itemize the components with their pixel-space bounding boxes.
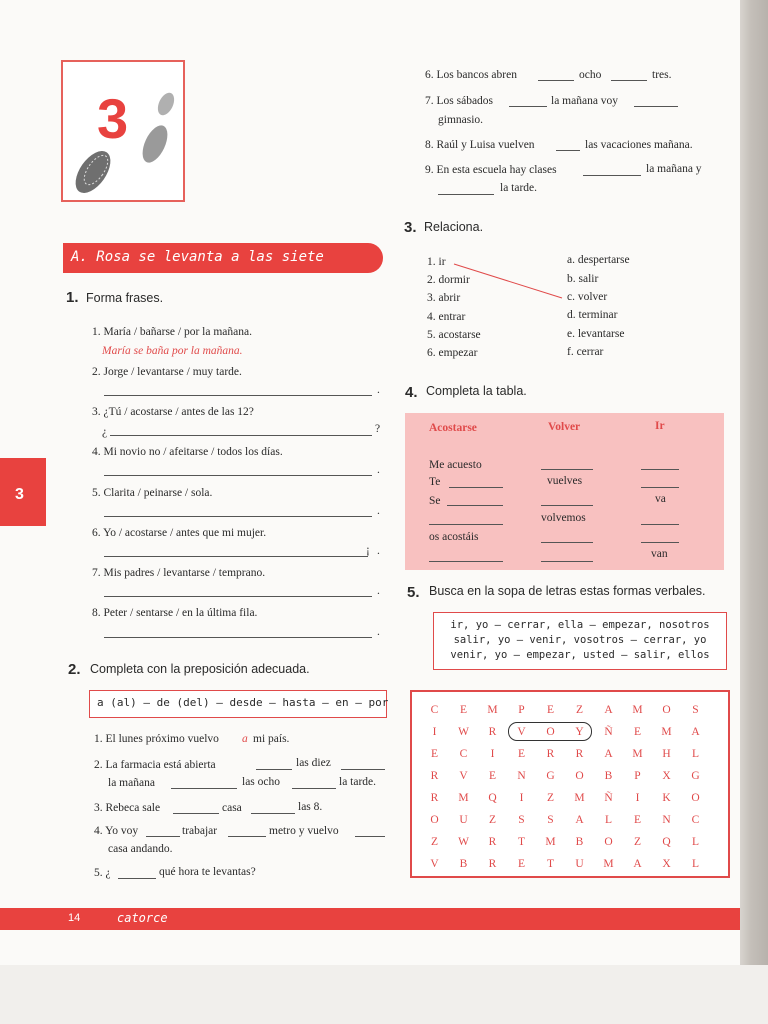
ex1-answer-line-2[interactable]	[104, 395, 372, 396]
word-search-letter[interactable]: M	[545, 836, 556, 848]
ex1-dot-4: .	[377, 464, 380, 476]
ex1-dot-6: .	[377, 545, 380, 557]
ex3-left-6: 6. empezar	[427, 347, 478, 359]
word-search-letter[interactable]: Ñ	[604, 792, 613, 804]
ex3-left-2: 2. dormir	[427, 274, 470, 286]
word-search-letter[interactable]: E	[430, 748, 439, 760]
word-search-letter[interactable]: Y	[575, 726, 584, 738]
word-search-letter[interactable]: O	[691, 792, 700, 804]
word-search-letter[interactable]: U	[459, 814, 468, 826]
word-search-letter[interactable]: Ñ	[604, 726, 613, 738]
word-search-letter[interactable]: E	[633, 814, 642, 826]
ex5-verb-line-1: ir, yo – cerrar, ella – empezar, nosotros	[450, 619, 710, 631]
ex4-blank[interactable]	[641, 542, 679, 543]
word-search-letter[interactable]: P	[634, 770, 641, 782]
word-search-letter[interactable]: Q	[488, 792, 497, 804]
ex1-dot-2: .	[377, 384, 380, 396]
word-search-row	[420, 809, 710, 831]
ex2-item-4-text: trabajar	[182, 825, 218, 837]
word-search-letter[interactable]: R	[488, 726, 497, 738]
ex5-verb-line-2: salir, yo – venir, vosotros – cerrar, yo	[453, 634, 707, 646]
word-search-letter[interactable]: E	[633, 726, 642, 738]
word-search-letter[interactable]: T	[546, 858, 555, 870]
word-search-letter[interactable]: S	[692, 704, 699, 716]
word-search-letter[interactable]: O	[546, 726, 555, 738]
ex2-item-6-start: 6. Los bancos abren	[425, 69, 517, 81]
ex3-right-b: b. salir	[567, 273, 599, 285]
ex1-answer-line-5[interactable]	[104, 516, 372, 517]
word-search-letter[interactable]: N	[662, 814, 671, 826]
word-search-row	[420, 831, 710, 853]
ex4-cell: vuelves	[547, 475, 583, 487]
ex1-item-5: 5. Clarita / peinarse / sola.	[92, 487, 213, 499]
word-search-row	[420, 787, 710, 809]
ex1-item-3: 3. ¿Tú / acostarse / antes de las 12?	[92, 406, 254, 418]
book-spine	[740, 0, 768, 965]
word-search-letter[interactable]: O	[430, 814, 439, 826]
word-search-letter[interactable]: B	[459, 858, 468, 870]
ex1-answer-line-7[interactable]	[104, 596, 372, 597]
word-search-letter[interactable]: Q	[662, 836, 671, 848]
section-a-banner	[63, 243, 383, 273]
ex4-cell: volvemos	[541, 512, 586, 524]
word-search-letter[interactable]: E	[488, 770, 497, 782]
ex5-verb-line-3: venir, yo – empezar, usted – salir, ellos	[450, 649, 710, 661]
word-search-letter[interactable]: O	[575, 770, 584, 782]
ex2-blank[interactable]	[611, 80, 647, 81]
ex1-question-close: ?	[375, 423, 381, 435]
ex2-item-9-text: la mañana y	[646, 163, 702, 175]
ex1-dot-7: .	[377, 585, 380, 597]
ex1-answer-line-3[interactable]	[110, 435, 372, 436]
word-search-letter[interactable]: E	[459, 704, 468, 716]
word-search-letter[interactable]: M	[632, 748, 643, 760]
ex1-example-answer: María se baña por la mañana.	[102, 345, 243, 357]
word-search-letter[interactable]: W	[458, 726, 469, 738]
ex3-right-d: d. terminar	[567, 309, 618, 321]
word-search-letter[interactable]: A	[633, 858, 642, 870]
word-search-letter[interactable]: Z	[546, 792, 555, 804]
ex4-cell: os acostáis	[429, 531, 479, 543]
ex1-exclamation-mark: ¡	[366, 544, 370, 556]
ex2-blank[interactable]	[583, 175, 641, 176]
ex1-item-4: 4. Mi novio no / afeitarse / todos los días.	[92, 446, 283, 458]
ex1-item-1: 1. María / bañarse / por la mañana.	[92, 326, 252, 338]
ex1-question-open: ¿	[102, 426, 108, 438]
ex2-blank[interactable]	[251, 813, 295, 814]
ex4-cell: va	[655, 493, 666, 505]
ex2-item-8-text: las vacaciones mañana.	[585, 139, 693, 151]
ex4-cell: Me acuesto	[429, 459, 482, 471]
ex2-blank[interactable]	[509, 106, 547, 107]
ex2-item-1-start: 1. El lunes próximo vuelvo	[94, 733, 219, 745]
ex2-item-4-text: casa andando.	[108, 843, 173, 855]
word-search-letter[interactable]: L	[604, 814, 613, 826]
ex2-item-6-text: ocho	[579, 69, 602, 81]
ex2-item-8-start: 8. Raúl y Luisa vuelven	[425, 139, 535, 151]
ex4-header-ir: Ir	[655, 420, 665, 432]
word-search-letter[interactable]: N	[517, 770, 526, 782]
ex2-blank[interactable]	[256, 769, 292, 770]
word-search-letter[interactable]: R	[575, 748, 584, 760]
word-search-letter[interactable]: V	[430, 858, 439, 870]
ex4-table	[405, 413, 724, 570]
ex3-right-a: a. despertarse	[567, 254, 630, 266]
word-search-letter[interactable]: P	[518, 704, 525, 716]
side-unit-tab-number: 3	[15, 486, 24, 503]
word-search-letter[interactable]: R	[430, 770, 439, 782]
ex4-blank[interactable]	[541, 505, 593, 506]
ex2-blank[interactable]	[171, 788, 237, 789]
ex3-right-c: c. volver	[567, 291, 608, 303]
ex2-blank[interactable]	[341, 769, 385, 770]
ex4-cell: Se	[429, 495, 441, 507]
ex2-item-5-start: 5. ¿	[94, 867, 111, 879]
ex1-item-8: 8. Peter / sentarse / en la última fila.	[92, 607, 258, 619]
page-number: 14	[68, 912, 81, 924]
ex2-item-2-text: la tarde.	[339, 776, 377, 788]
ex3-right-e: e. levantarse	[567, 328, 625, 340]
word-search-letter[interactable]: K	[662, 792, 671, 804]
ex3-right-f: f. cerrar	[567, 346, 604, 358]
ex4-header-acostarse: Acostarse	[429, 422, 477, 434]
ex1-dot-5: .	[377, 505, 380, 517]
word-search-letter[interactable]: E	[517, 748, 526, 760]
word-search-letter[interactable]: C	[691, 814, 700, 826]
ex2-item-2-text: las ocho	[242, 776, 281, 788]
ex2-item-3-text: casa	[222, 802, 242, 814]
word-search-grid	[410, 690, 730, 878]
footprints-icon	[63, 62, 183, 200]
ex2-item-3-text: las 8.	[298, 801, 323, 813]
word-search-letter[interactable]: I	[432, 726, 437, 738]
ex1-answer-line-4[interactable]	[104, 475, 372, 476]
ex1-answer-line-8[interactable]	[104, 637, 372, 638]
ex2-item-4-text: metro y vuelvo	[269, 825, 339, 837]
ex2-item-4-start: 4. Yo voy	[94, 825, 139, 837]
word-search-letter[interactable]: X	[662, 770, 671, 782]
word-search-letter[interactable]: O	[662, 704, 671, 716]
ex3-left-1: 1. ir	[427, 256, 446, 268]
word-search-letter[interactable]: I	[519, 792, 524, 804]
word-search-letter[interactable]: C	[459, 748, 468, 760]
word-search-row	[420, 743, 710, 765]
word-search-letter[interactable]: C	[430, 704, 439, 716]
ex5-title: Busca en la sopa de letras estas formas verbales.	[429, 584, 706, 598]
word-search-letter[interactable]: I	[490, 748, 495, 760]
ex2-item-7-text: la mañana voy	[551, 95, 619, 107]
side-unit-tab	[0, 458, 46, 526]
ex2-item-2-start: 2. La farmacia está abierta	[94, 759, 216, 771]
word-search-letter[interactable]: L	[691, 836, 700, 848]
word-search-letter[interactable]: G	[691, 770, 700, 782]
word-search-letter[interactable]: E	[546, 704, 555, 716]
ex2-title: Completa con la preposición adecuada.	[90, 662, 310, 676]
ex1-item-7: 7. Mis padres / levantarse / temprano.	[92, 567, 266, 579]
word-search-letter[interactable]: X	[662, 858, 671, 870]
word-search-letter[interactable]: Z	[488, 814, 497, 826]
ex1-title: Forma frases.	[86, 291, 164, 305]
ex4-blank[interactable]	[447, 505, 503, 506]
word-search-letter[interactable]: I	[635, 792, 640, 804]
ex2-item-2-text: la mañana	[108, 777, 155, 789]
ex2-number: 2.	[68, 661, 81, 678]
unit-number: 3	[97, 87, 129, 150]
word-search-letter[interactable]: Z	[575, 704, 584, 716]
ex3-left-4: 4. entrar	[427, 311, 466, 323]
word-search-row	[420, 699, 710, 721]
ex3-title: Relaciona.	[424, 220, 484, 234]
ex2-item-7-text: gimnasio.	[438, 114, 484, 126]
ex2-blank[interactable]	[146, 836, 180, 837]
word-search-letter[interactable]: R	[488, 836, 497, 848]
ex1-item-2: 2. Jorge / levantarse / muy tarde.	[92, 366, 242, 378]
ex1-number: 1.	[66, 289, 79, 306]
ex4-blank[interactable]	[641, 487, 679, 488]
ex4-blank[interactable]	[641, 469, 679, 470]
ex2-blank[interactable]	[118, 878, 156, 879]
ex4-title: Completa la tabla.	[426, 384, 527, 398]
word-search-letter[interactable]: A	[604, 704, 613, 716]
unit-badge	[61, 60, 185, 202]
word-search-letter[interactable]: M	[574, 792, 585, 804]
ex2-item-2-text: las diez	[296, 757, 331, 769]
ex5-number: 5.	[407, 584, 420, 601]
word-search-letter[interactable]: V	[459, 770, 468, 782]
ex2-item-7-start: 7. Los sábados	[425, 95, 494, 107]
ex4-blank[interactable]	[541, 561, 593, 562]
ex2-blank[interactable]	[634, 106, 678, 107]
ex1-answer-line-6[interactable]	[104, 556, 368, 557]
word-search-letter[interactable]: B	[575, 836, 584, 848]
word-search-letter[interactable]: H	[662, 748, 671, 760]
word-search-letter[interactable]: M	[661, 726, 672, 738]
ex1-dot-8: .	[377, 626, 380, 638]
ex2-item-3-start: 3. Rebeca sale	[94, 802, 161, 814]
word-search-circle-voy[interactable]	[508, 722, 592, 741]
ex2-blank[interactable]	[292, 788, 336, 789]
ex2-blank[interactable]	[538, 80, 574, 81]
word-search-letter[interactable]: O	[604, 836, 613, 848]
word-search-row	[420, 765, 710, 787]
section-a-title: A. Rosa se levanta a las siete	[71, 249, 324, 265]
ex3-left-3: 3. abrir	[427, 292, 461, 304]
ex4-blank[interactable]	[641, 524, 679, 525]
word-search-letter[interactable]: B	[604, 770, 613, 782]
ex4-blank[interactable]	[541, 542, 593, 543]
word-search-letter[interactable]: Z	[633, 836, 642, 848]
word-search-letter[interactable]: L	[691, 858, 700, 870]
word-search-letter[interactable]: E	[517, 858, 526, 870]
ex4-header-volver: Volver	[548, 421, 581, 433]
ex3-number: 3.	[404, 219, 417, 236]
page-word: catorce	[117, 911, 168, 925]
word-search-letter[interactable]: S	[518, 814, 525, 826]
ex2-item-1-end: mi país.	[253, 733, 290, 745]
ex4-cell: Te	[429, 476, 441, 488]
ex2-item-5-text: qué hora te levantas?	[159, 866, 256, 878]
word-search-letter[interactable]: R	[430, 792, 439, 804]
ex2-item-9-text: la tarde.	[500, 182, 538, 194]
ex5-verb-box	[433, 612, 727, 670]
word-search-letter[interactable]: T	[517, 836, 526, 848]
ex2-blank[interactable]	[173, 813, 219, 814]
word-search-letter[interactable]: W	[458, 836, 469, 848]
ex2-blank[interactable]	[355, 836, 385, 837]
word-search-letter[interactable]: V	[517, 726, 526, 738]
word-search-letter[interactable]: L	[691, 748, 700, 760]
word-search-letter[interactable]: Z	[430, 836, 439, 848]
word-search-letter[interactable]: A	[575, 814, 584, 826]
ex4-blank[interactable]	[429, 561, 503, 562]
ex1-item-6: 6. Yo / acostarse / antes que mi mujer.	[92, 527, 267, 539]
ex2-prepositions-text: a (al) – de (del) – desde – hasta – en – por	[97, 696, 389, 709]
ex2-prepositions-box	[89, 690, 387, 718]
ex2-blank[interactable]	[438, 194, 494, 195]
word-search-letter[interactable]: A	[604, 748, 613, 760]
word-search-letter[interactable]: G	[546, 770, 555, 782]
word-search-letter[interactable]: M	[603, 858, 614, 870]
word-search-letter[interactable]: S	[547, 814, 554, 826]
word-search-row	[420, 853, 710, 875]
word-search-letter[interactable]: M	[458, 792, 469, 804]
word-search-letter[interactable]: R	[488, 858, 497, 870]
ex2-blank[interactable]	[556, 150, 580, 151]
ex2-blank[interactable]	[228, 836, 266, 837]
ex4-blank[interactable]	[449, 487, 503, 488]
footer-bar	[0, 908, 740, 930]
ex2-item-9-start: 9. En esta escuela hay clases	[425, 164, 557, 176]
ex4-blank[interactable]	[541, 469, 593, 470]
word-search-letter[interactable]: A	[691, 726, 700, 738]
word-search-letter[interactable]: M	[632, 704, 643, 716]
ex3-left-5: 5. acostarse	[427, 329, 481, 341]
word-search-letter[interactable]: M	[487, 704, 498, 716]
ex3-match-line[interactable]	[450, 258, 570, 303]
ex4-blank[interactable]	[429, 524, 503, 525]
ex4-number: 4.	[405, 384, 418, 401]
word-search-letter[interactable]: U	[575, 858, 584, 870]
ex4-cell: van	[651, 548, 668, 560]
ex2-item-1-answer: a	[242, 733, 248, 745]
ex2-item-6-text: tres.	[652, 69, 672, 81]
word-search-letter[interactable]: R	[546, 748, 555, 760]
